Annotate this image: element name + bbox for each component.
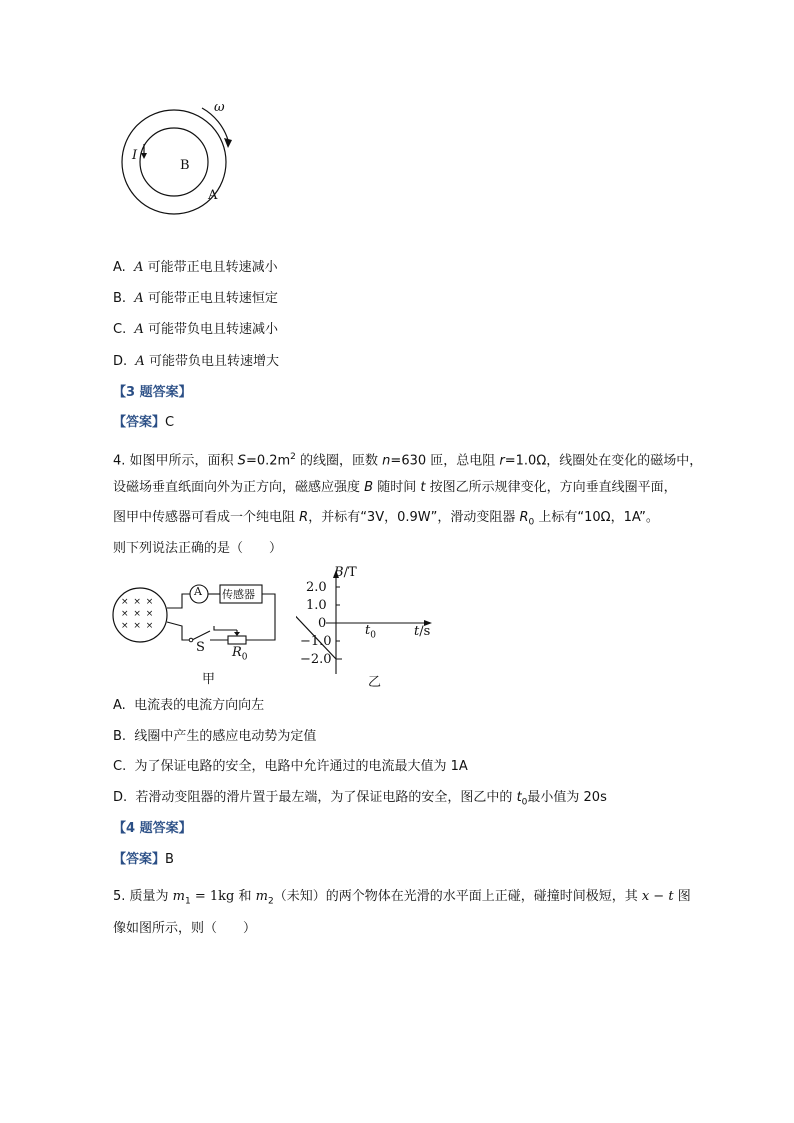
- q4-answer-header: 【4 题答案】: [113, 821, 192, 836]
- graph-ytick-2: 2.0: [306, 580, 327, 595]
- switch-blade: [192, 631, 210, 640]
- coil-marks-row1: × × ×: [121, 597, 155, 607]
- switch-label: S: [196, 640, 205, 655]
- graph-ytick-0: 0: [318, 616, 327, 631]
- b-t-graph: [296, 564, 446, 688]
- wire-bottom: [167, 622, 189, 640]
- q4-option-b: B. 线圈中产生的感应电动势为定值: [113, 729, 317, 744]
- q4-stem-line2: 设磁场垂直纸面向外为正方向，磁感应强度 B 随时间 t 按图乙所示规律变化，方向垂直线圈平面，: [113, 480, 677, 495]
- graph-ylabel: B/T: [334, 565, 357, 580]
- current-label: I: [132, 148, 138, 163]
- ring-diagram: [110, 96, 250, 216]
- rheostat-box: [228, 636, 246, 644]
- graph-xlabel: t/s: [414, 624, 431, 639]
- current-arrowhead-icon: [141, 153, 147, 159]
- q5-stem-line1: 5. 质量为 $m_1 = 1kg$ 和 $m_2$（未知）的两个物体在光滑的水平面上正碰，碰撞时间极短，其 x − t 图: [113, 889, 691, 907]
- graph-ytick-neg2: −2.0: [300, 652, 332, 667]
- q3-option-a: A. A 可能带正电且转速减小: [113, 260, 278, 275]
- ring-figure: [110, 96, 250, 216]
- q4-option-c: C. 为了保证电路的安全，电路中允许通过的电流最大值为 1A: [113, 759, 468, 774]
- circuit-caption: 甲: [202, 672, 216, 687]
- coil-marks-row2: × × ×: [121, 609, 155, 619]
- q3-option-d: D. A 可能带负电且转速增大: [113, 354, 279, 369]
- q5-stem-line2: 像如图所示，则（ ）: [113, 921, 257, 936]
- rheostat-slider-wire: [214, 626, 237, 630]
- inner-ring-circle: [140, 128, 208, 196]
- q3-answer: 【答案】C: [113, 415, 175, 430]
- ammeter-label: A: [194, 585, 202, 598]
- q3-option-b: B. A 可能带正电且转速恒定: [113, 291, 278, 306]
- graph-t0-label: $t_0$: [365, 623, 376, 641]
- q4-stem-line4: 则下列说法正确的是（ ）: [113, 541, 283, 556]
- omega-label: ω: [214, 100, 225, 115]
- outer-ring-label: A: [208, 188, 218, 203]
- switch-pivot: [189, 638, 193, 642]
- wire-top: [167, 594, 190, 608]
- sensor-label: 传感器: [222, 588, 255, 601]
- q4-option-d: D. 若滑动变阻器的滑片置于最左端，为了保证电路的安全，图乙中的 $t_0$最小值为 20s: [113, 790, 607, 808]
- rheostat-label: $R_0$: [232, 645, 248, 663]
- inner-ring-label: B: [180, 158, 190, 173]
- q3-option-c: C. A 可能带负电且转速减小: [113, 322, 279, 337]
- circuit-figure: [110, 578, 290, 688]
- q3-answer-header: 【3 题答案】: [113, 385, 192, 400]
- q4-stem-line3: 图甲中传感器可看成一个纯电阻 R，并标有“3V，0.9W”，滑动变阻器 $R_0$ 上标有“10Ω，1A”。: [113, 510, 659, 528]
- graph-ytick-neg1: −1.0: [300, 634, 332, 649]
- q4-answer: 【答案】B: [113, 852, 174, 867]
- coil-marks-row3: × × ×: [121, 621, 155, 631]
- q4-option-a: A. 电流表的电流方向向左: [113, 698, 265, 713]
- rheostat-arrow-icon: [234, 632, 240, 636]
- graph-caption: 乙: [368, 675, 382, 690]
- graph-ytick-1: 1.0: [306, 598, 327, 613]
- omega-arrowhead-icon: [224, 138, 232, 148]
- q4-stem-line1: 4. 如图甲所示，面积 $S=0.2m^2$ 的线圈，匝数 n=630 匝，总电阻 r=1.0Ω，线圈处在变化的磁场中，: [113, 452, 703, 469]
